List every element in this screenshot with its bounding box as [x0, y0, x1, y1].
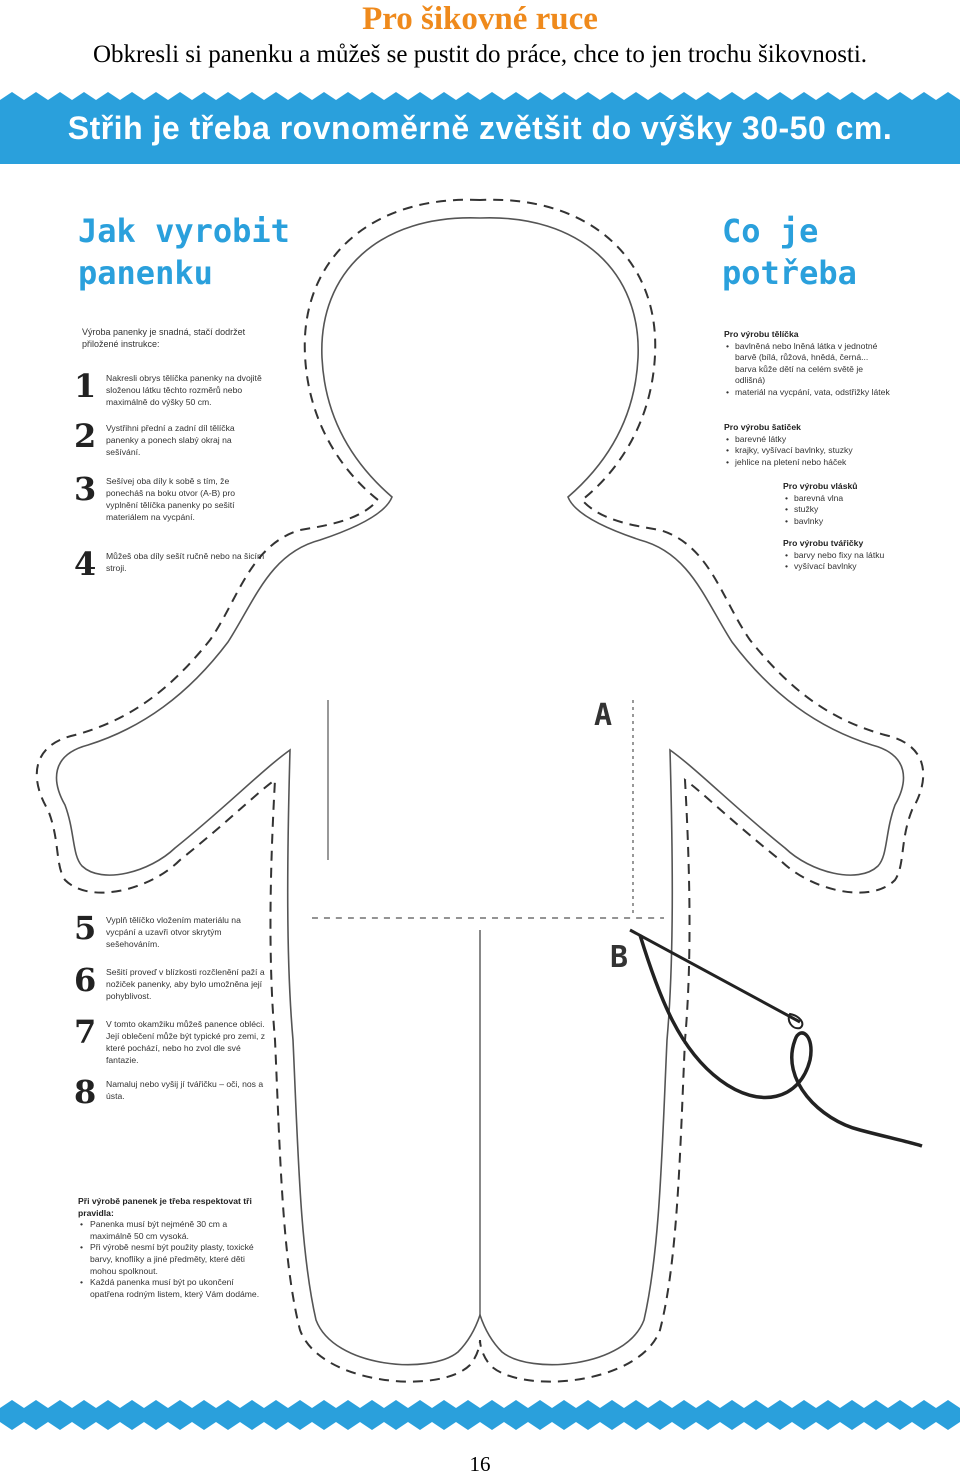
needs-group-title: Pro výrobu vlásků [783, 481, 858, 491]
how-to-heading-line2: panenku [78, 254, 213, 292]
marker-b: B [610, 940, 629, 975]
needs-item: • barevná vlna [783, 493, 903, 505]
needs-item: • krajky, vyšívací bavlnky, stuzky [724, 445, 890, 457]
needle-icon [630, 930, 800, 1022]
step-number: 6 [74, 961, 97, 999]
needs-group [783, 538, 903, 573]
step-text: Vyplň tělíčko vložením materiálu na vycpání a uzavři otvor skrytým sešehováním. [106, 915, 241, 949]
step-text: Sešití proveď v blízkosti rozčlenění paží a nožiček panenky, aby bylo umožněna její pohyblivost. [106, 967, 265, 1001]
needs-item: • bavlnky [783, 516, 903, 528]
needs-group [724, 329, 890, 399]
rules-item: • Každá panenka musí být po ukončení opatřena rodným listem, který Vám dodáme. [78, 1277, 268, 1300]
needs-group-title: Pro výrobu tělíčka [724, 329, 799, 339]
step-number: 2 [74, 417, 97, 455]
rules-item: • Při výrobě nesmí být použity plasty, toxické barvy, knoflíky a jiné předměty, které děti mohou spolknout. [78, 1242, 268, 1277]
how-to-heading [78, 210, 318, 294]
step-text: V tomto okamžiku můžeš panence obléci. Její oblečení může být typické pro zemi, z které pochází, nebo ho zvol dle své fantazie. [106, 1019, 266, 1065]
rules-box [78, 1196, 268, 1300]
step-number: 1 [74, 367, 97, 405]
step-text: Vystřihni přední a zadní díl tělíčka panenky a ponech slabý okraj na sešívání. [106, 423, 235, 457]
step-number: 7 [74, 1013, 97, 1051]
needs-heading-line1: Co je [722, 212, 819, 250]
needs-item: • materiál na vycpání, vata, odstřižky látek [724, 387, 890, 399]
rules-title: Při výrobě panenek je třeba respektovat tři pravidla: [78, 1196, 252, 1218]
thread-icon [640, 935, 922, 1146]
needs-item: • bavlněná nebo lněná látka v jednotné barvě (bílá, růžová, hnědá, černá... barva kůže dětí na celém světě je odlišná) [724, 341, 890, 387]
needs-group-title: Pro výrobu šatiček [724, 422, 801, 432]
needs-heading [722, 210, 942, 294]
step-text: Namaluj nebo vyšij jí tvářičku – oči, nos a ústa. [106, 1079, 264, 1101]
step-number: 5 [74, 909, 97, 947]
rules-item: • Panenka musí být nejméně 30 cm a maximálně 50 cm vysoká. [78, 1219, 268, 1242]
step-number: 4 [74, 545, 97, 583]
page-number: 16 [469, 1452, 491, 1476]
marker-a: A [594, 698, 613, 733]
needs-item: • vyšívací bavlnky [783, 561, 903, 573]
page-title: Pro šikovné ruce [362, 1, 598, 37]
banner-text: Střih je třeba rovnoměrně zvětšit do výšky 30-50 cm. [67, 110, 893, 146]
step-text: Nakresli obrys tělíčka panenky na dvojitě složenou látku těchto rozměrů nebo maximálně do výšky 50 cm. [106, 373, 262, 407]
step-number: 8 [74, 1073, 97, 1111]
how-to-heading-line1: Jak vyrobit [78, 212, 290, 250]
needs-item: • barvy nebo fixy na látku [783, 550, 903, 562]
needs-item: • stužky [783, 504, 903, 516]
how-to-intro: Výroba panenky je snadná, stačí dodržet přiložené instrukce: [82, 327, 246, 349]
step-number: 3 [74, 470, 97, 508]
needs-item: • jehlice na pletení nebo háček [724, 457, 890, 469]
needs-heading-line2: potřeba [722, 254, 857, 292]
bottom-wavy-strip [0, 1400, 960, 1430]
step-text: Můžeš oba díly sešít ručně nebo na šicím stroji. [106, 551, 265, 573]
needs-group [783, 481, 903, 527]
needs-group [724, 422, 890, 468]
needs-item: • barevné látky [724, 434, 890, 446]
bottom-wavy-shape [0, 1400, 960, 1430]
step-text: Sešívej oba díly k sobě s tím, že ponecháš na boku otvor (A-B) pro vyplnění tělíčka panenky po sešití materiálem na vycpání. [106, 476, 235, 522]
needs-group-title: Pro výrobu tvářičky [783, 538, 864, 548]
page-subtitle: Obkresli si panenku a můžeš se pustit do práce, chce to jen trochu šikovnosti. [92, 41, 868, 68]
